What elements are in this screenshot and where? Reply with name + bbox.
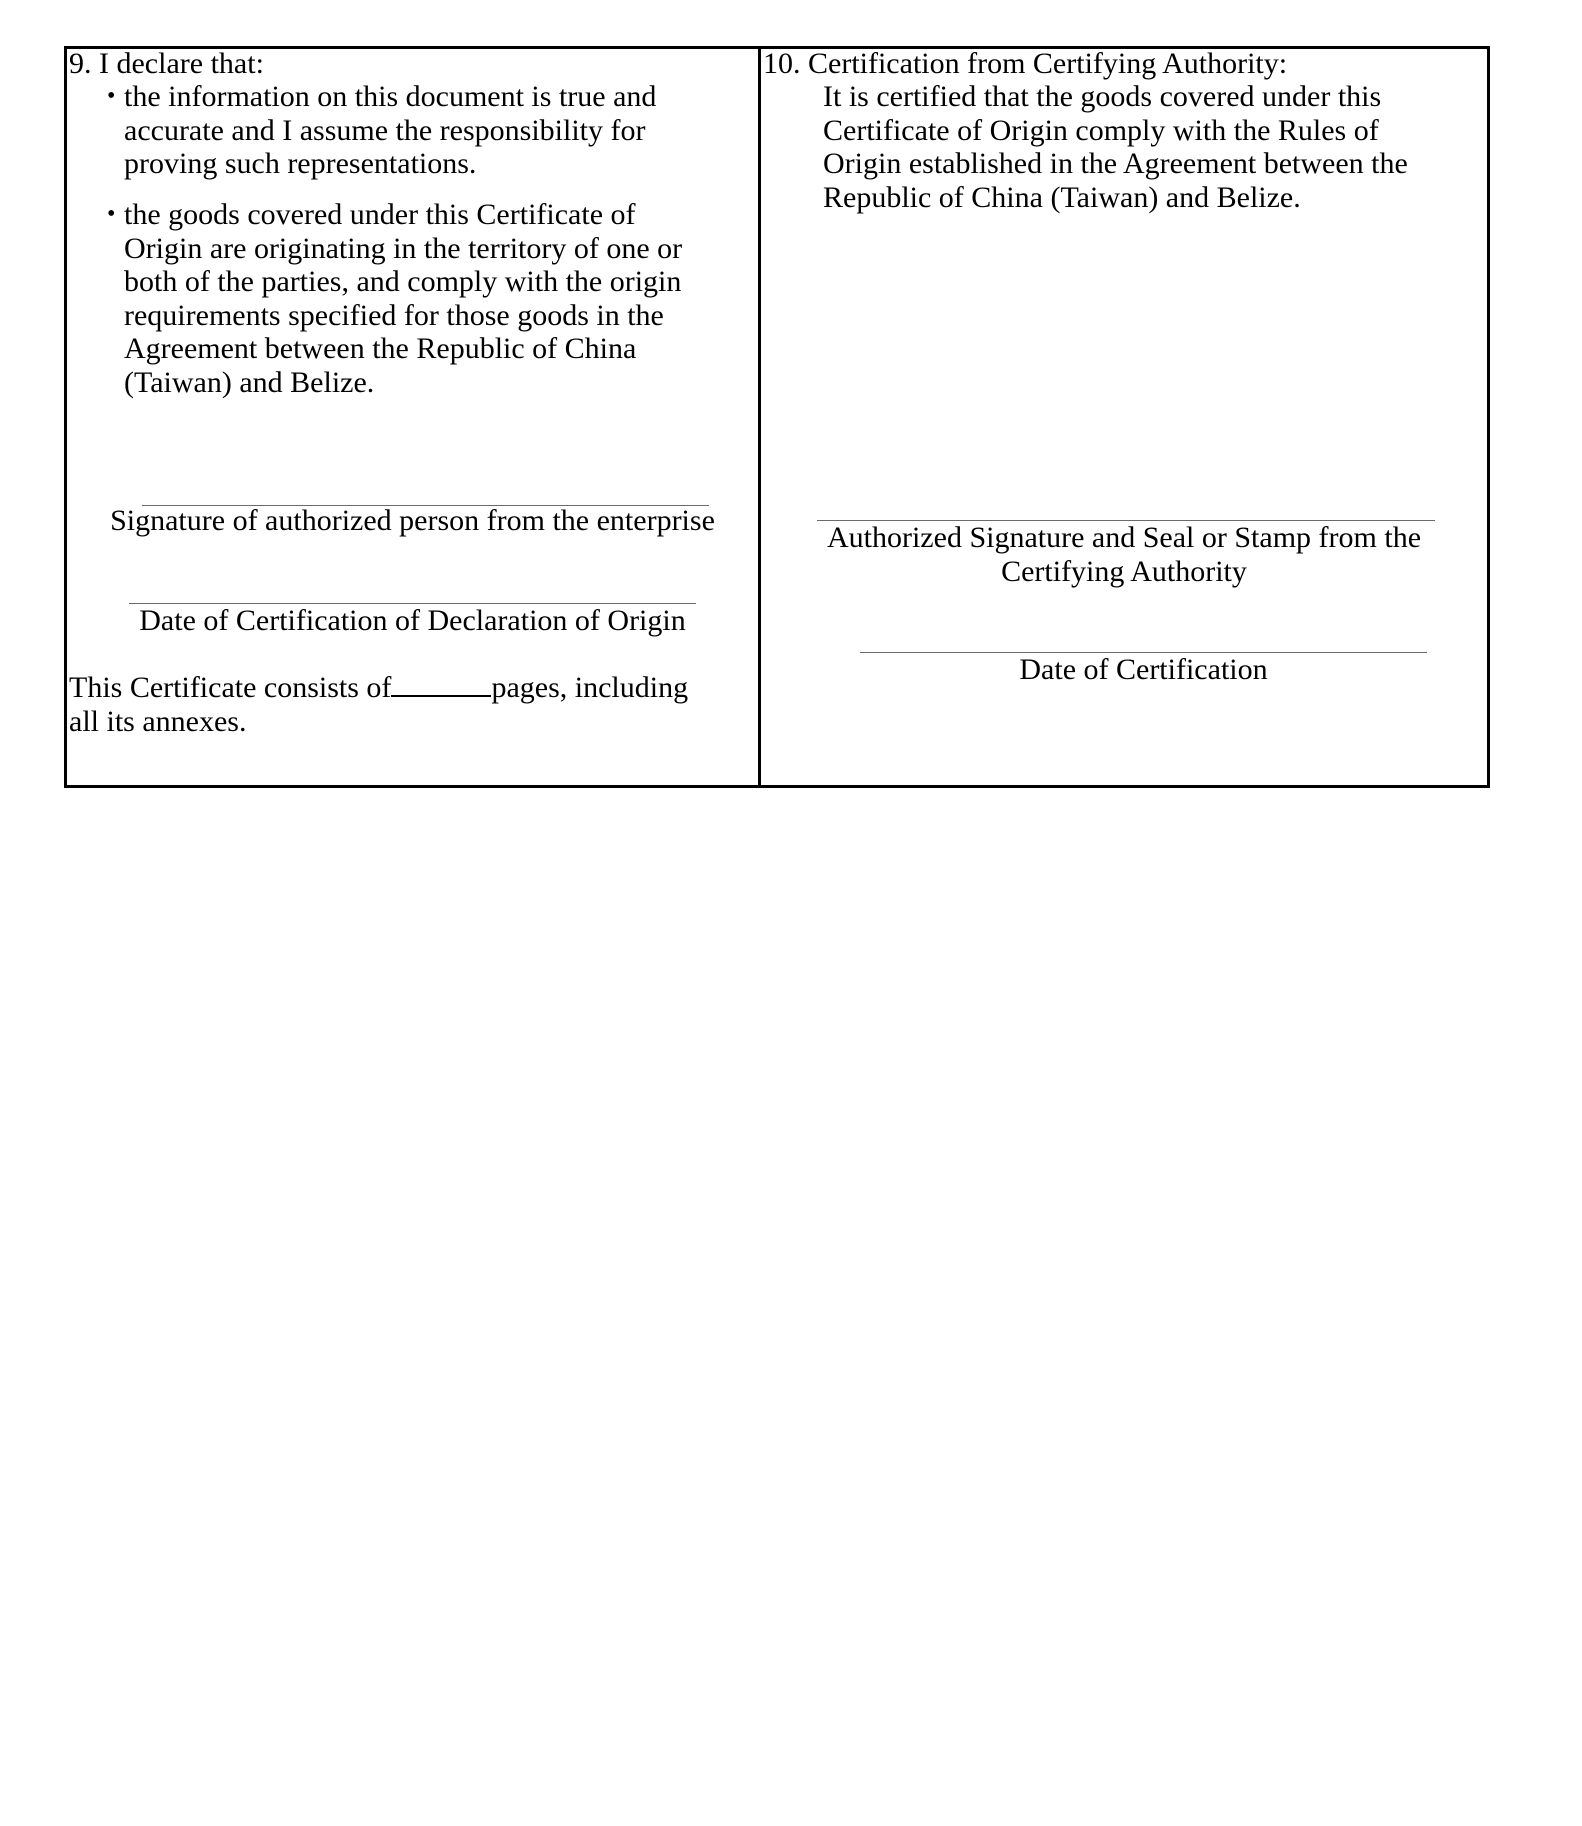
declaration-heading: 9. I declare that: [69,47,264,80]
bullet-1-marker: • [107,83,116,109]
certification-body-line-3: Origin established in the Agreement between the [823,147,1408,180]
pages-suffix: pages, including [491,671,689,704]
declaration-date-label: Date of Certification of Declaration of Origin [139,604,686,637]
certification-body-line-2: Certificate of Origin comply with the Rules of [823,113,1379,147]
enterprise-signature-label: Signature of authorized person from the enterprise [110,504,715,537]
certification-body-line-1: It is certified that the goods covered under this [823,80,1382,113]
bullet-2-marker: • [107,201,116,227]
bullet-1-line-1: the information on this document is true and [124,80,657,113]
pages-count-blank[interactable] [391,671,491,697]
certification-box [761,49,1487,785]
bullet-1-line-3: proving such representations. [124,147,477,180]
certification-body-line-4: Republic of China (Taiwan) and Belize. [823,180,1301,214]
bullet-2-line-3: both of the parties, and comply with the origin [124,265,682,298]
bullet-2-line-1: the goods covered under this Certificate of [124,198,636,231]
bullet-1-line-2: accurate and I assume the responsibility for [124,113,646,147]
pages-prefix: This Certificate consists of [69,671,392,704]
bullet-2-line-4: requirements specified for those goods in the [124,298,664,332]
pages-count-text [69,671,688,705]
certification-date-label: Date of Certification [1019,653,1268,686]
certification-heading: 10. Certification from Certifying Authority: [763,47,1288,80]
bullet-2-line-2: Origin are originating in the territory of one or [124,231,683,265]
certificate-form-table [64,46,1490,788]
authority-signature-label-line-1: Authorized Signature and Seal or Stamp from the [826,521,1422,554]
pages-count-text-line-2: all its annexes. [69,704,247,738]
authority-signature-label-line-2: Certifying Authority [1001,554,1247,588]
bullet-2-line-5: Agreement between the Republic of China [124,332,637,365]
declaration-box [67,49,758,785]
bullet-2-line-6: (Taiwan) and Belize. [124,365,375,399]
